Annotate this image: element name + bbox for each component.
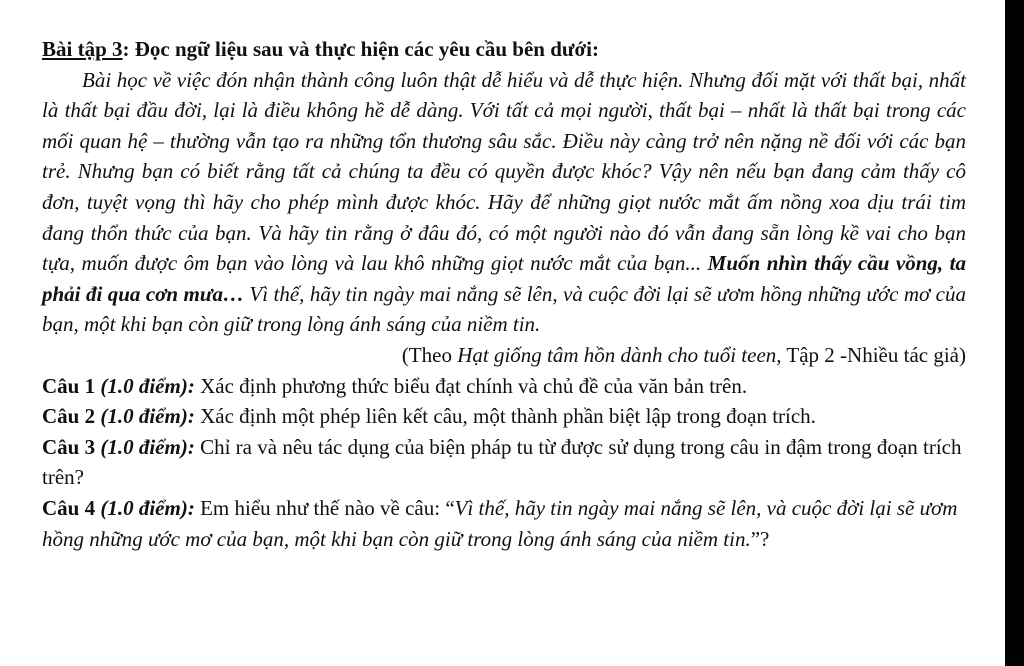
exercise-heading bbox=[42, 34, 966, 65]
question-text: Xác định phương thức biểu đạt chính và chủ đề của văn bản trên. bbox=[194, 373, 748, 398]
source-title: Hạt giống tâm hồn dành cho tuổi teen, bbox=[457, 342, 782, 367]
question-text: Xác định một phép liên kết câu, một thành phần biệt lập trong đoạn trích. bbox=[194, 404, 816, 429]
question-points: (1.0 điểm): bbox=[100, 404, 195, 429]
question-label: Câu 4 bbox=[42, 495, 101, 520]
question-end: ”? bbox=[750, 526, 770, 551]
question-4 bbox=[42, 493, 966, 554]
question-label: Câu 1 bbox=[42, 373, 101, 398]
question-2 bbox=[42, 401, 966, 432]
document-content bbox=[42, 34, 966, 554]
passage-bold-sentence: Muốn nhìn thấy cầu vồng, ta phải đi qua cơn mưa… bbox=[42, 251, 966, 306]
passage-source bbox=[42, 340, 966, 371]
question-quote: Vì thế, hãy tin ngày mai nắng sẽ lên, và cuộc đời lại sẽ ươm hồng những ước mơ của bạn, một khi bạn còn giữ trong lòng ánh sáng của niềm tin. bbox=[42, 495, 958, 551]
reading-passage bbox=[42, 65, 966, 340]
question-text: Em hiểu như thế nào về câu: “ bbox=[194, 495, 455, 520]
source-suffix: Tập 2 -Nhiều tác giả) bbox=[781, 342, 966, 367]
question-1 bbox=[42, 371, 966, 402]
exercise-label: Bài tập 3 bbox=[42, 37, 123, 61]
question-label: Câu 2 bbox=[42, 404, 101, 429]
question-label: Câu 3 bbox=[42, 434, 101, 459]
question-points: (1.0 điểm): bbox=[100, 373, 195, 398]
passage-text-part1: Bài học về việc đón nhận thành công luôn thật dễ hiểu và dễ thực hiện. Nhưng đối mặt với thất bại, nhất là thất bại đầu đời, lại là điều không hề dễ dàng. Với tất cả mọi người, thất bại – nhất là thất bại trong các mối quan hệ – thường vẫn tạo ra những tổn thương sâu sắc. Điều này càng trở nên nặng nề đối với các bạn trẻ. Nhưng bạn có biết rằng tất cả chúng ta đều có quyền được khóc? Vậy nên nếu bạn đang cảm thấy cô đơn, tuyệt vọng thì hãy cho phép mình được khóc. Hãy để những giọt nước mắt ấm nồng xoa dịu trái tim đang thổn thức của bạn. Và hãy tin rằng ở đâu đó, có một người nào đó vẫn đang sẵn lòng kề vai cho bạn tựa, muốn được ôm bạn vào lòng và lau khô những giọt nước mắt của bạn... bbox=[42, 67, 966, 276]
question-text: Chỉ ra và nêu tác dụng của biện pháp tu từ được sử dụng trong câu in đậm trong đoạn trích trên? bbox=[42, 434, 962, 490]
question-points: (1.0 điểm): bbox=[100, 434, 195, 459]
question-points: (1.0 điểm): bbox=[100, 495, 195, 520]
question-3 bbox=[42, 432, 966, 493]
passage-text-part2: Vì thế, hãy tin ngày mai nắng sẽ lên, và cuộc đời lại sẽ ươm hồng những ước mơ của bạn, một khi bạn còn giữ trong lòng ánh sáng của niềm tin. bbox=[42, 281, 966, 337]
source-prefix: (Theo bbox=[401, 342, 458, 367]
exercise-instruction: : Đọc ngữ liệu sau và thực hiện các yêu cầu bên dưới: bbox=[122, 37, 599, 61]
